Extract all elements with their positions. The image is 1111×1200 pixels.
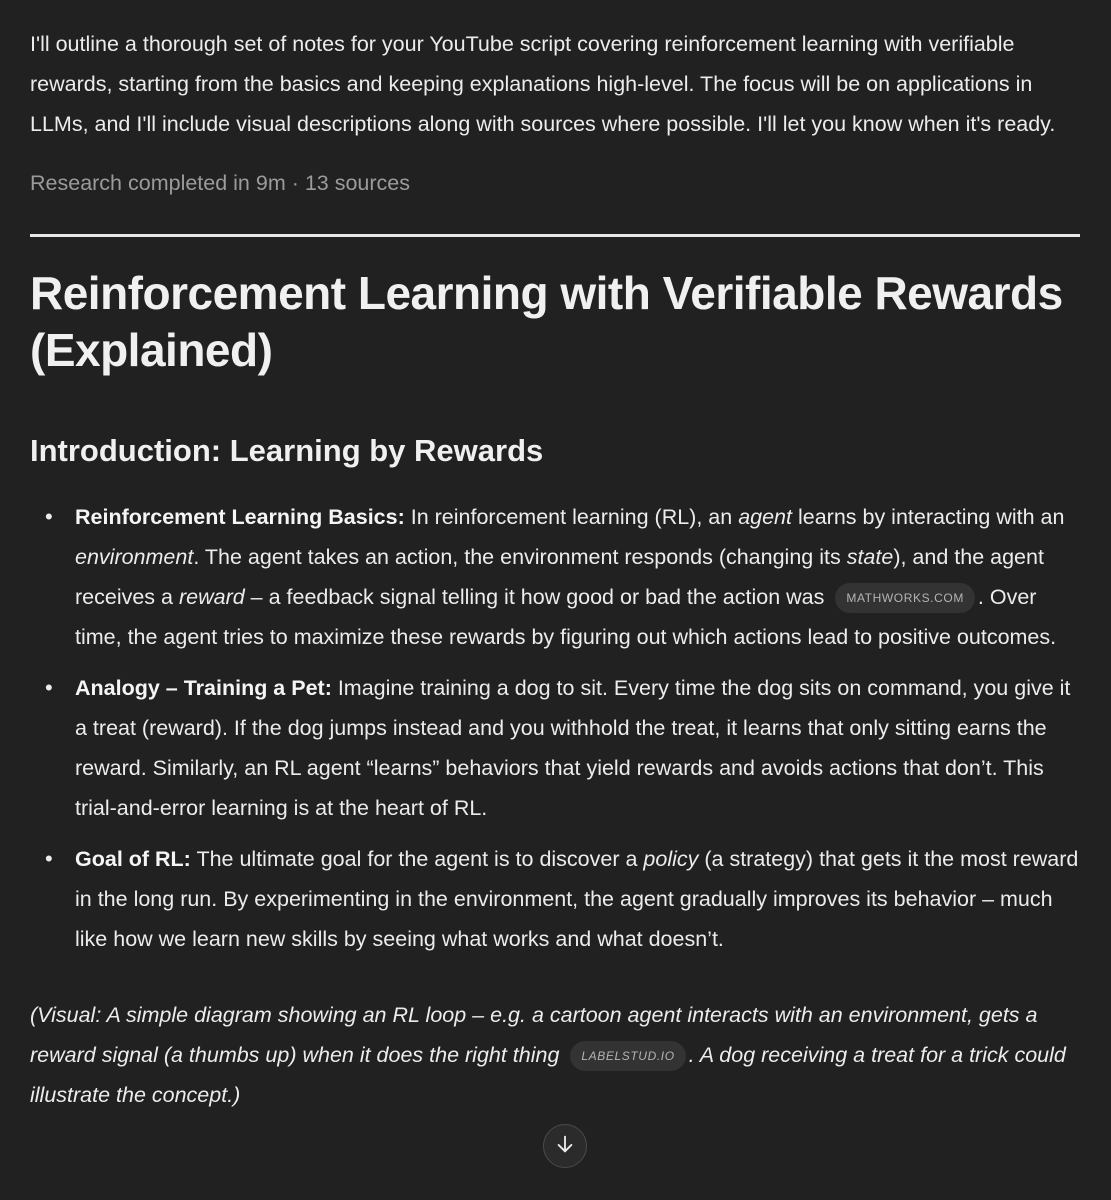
section-heading: Introduction: Learning by Rewards [30, 433, 544, 468]
list-item [30, 839, 1080, 959]
bullet-label: Analogy – Training a Pet: [75, 676, 332, 700]
emphasis-text: agent [738, 505, 792, 529]
chat-message [30, 24, 1080, 1115]
bullet-text: Imagine training a dog to sit. Every time the dog sits on command, you give it a treat (reward). If the dog jumps instead and you withhold the treat, it learns that only sitting earns the reward. Similarly, an RL agent “learns” behaviors that yield rewards and avoids actions that don’t. This trial-and-error learning is at the heart of RL. [75, 676, 1071, 820]
emphasis-text: environment [75, 545, 194, 569]
bullet-text: – a feedback signal telling it how good or bad the action was [244, 585, 831, 609]
bullet-dot: • [45, 846, 53, 871]
bullet-dot: • [45, 504, 53, 529]
bullet-label: Reinforcement Learning Basics: [75, 505, 405, 529]
source-citation-chip[interactable]: LABELSTUD.IO [570, 1041, 685, 1071]
list-item [30, 668, 1080, 828]
assistant-intro-text: I'll outline a thorough set of notes for your YouTube script covering reinforcement learning with verifiable rewards, starting from the basics and keeping explanations high-level. The focus will be on applications in LLMs, and I'll include visual descriptions along with sources where possible. I'll let you know when it's ready. [30, 32, 1056, 136]
list-item [30, 497, 1080, 657]
emphasis-text: state [846, 545, 894, 569]
emphasis-text: reward [178, 585, 245, 609]
bullet-text: The ultimate goal for the agent is to discover a [190, 847, 644, 871]
bullet-label: Goal of RL: [75, 847, 191, 871]
visual-note-text: . A dog receiving a treat for a trick could illustrate the concept.) [30, 1043, 1066, 1107]
bullet-list [30, 497, 1080, 959]
report-title: Reinforcement Learning with Verifiable Rewards (Explained) [30, 267, 1063, 376]
bullet-text: . The agent takes an action, the environment responds (changing its [193, 545, 847, 569]
source-citation-chip[interactable]: MATHWORKS.COM [835, 583, 975, 613]
visual-note-text: (Visual: A simple diagram showing an RL loop – e.g. a cartoon agent interacts with an environment, gets a reward signal (a thumbs up) when it does the right thing [30, 1003, 1038, 1067]
bullet-text: (a strategy) that gets it the most reward in the long run. By experimenting in the environment, the agent gradually improves its behavior – much like how we learn new skills by seeing what works and what doesn’t. [75, 847, 1079, 951]
bullet-text: . Over time, the agent tries to maximize these rewards by figuring out which actions lead to positive outcomes. [75, 585, 1057, 649]
bullet-text: ), and the agent receives a [75, 545, 1044, 609]
research-status[interactable]: Research completed in 9m · 13 sources [30, 171, 411, 195]
section-divider [30, 234, 1080, 237]
bullet-dot: • [45, 675, 53, 700]
bullet-text: learns by interacting with an [792, 505, 1065, 529]
emphasis-text: policy [643, 847, 699, 871]
arrow-down-icon [554, 1133, 576, 1160]
visual-note [30, 995, 1080, 1115]
scroll-to-bottom-button[interactable] [543, 1124, 587, 1168]
bullet-text: In reinforcement learning (RL), an [404, 505, 739, 529]
